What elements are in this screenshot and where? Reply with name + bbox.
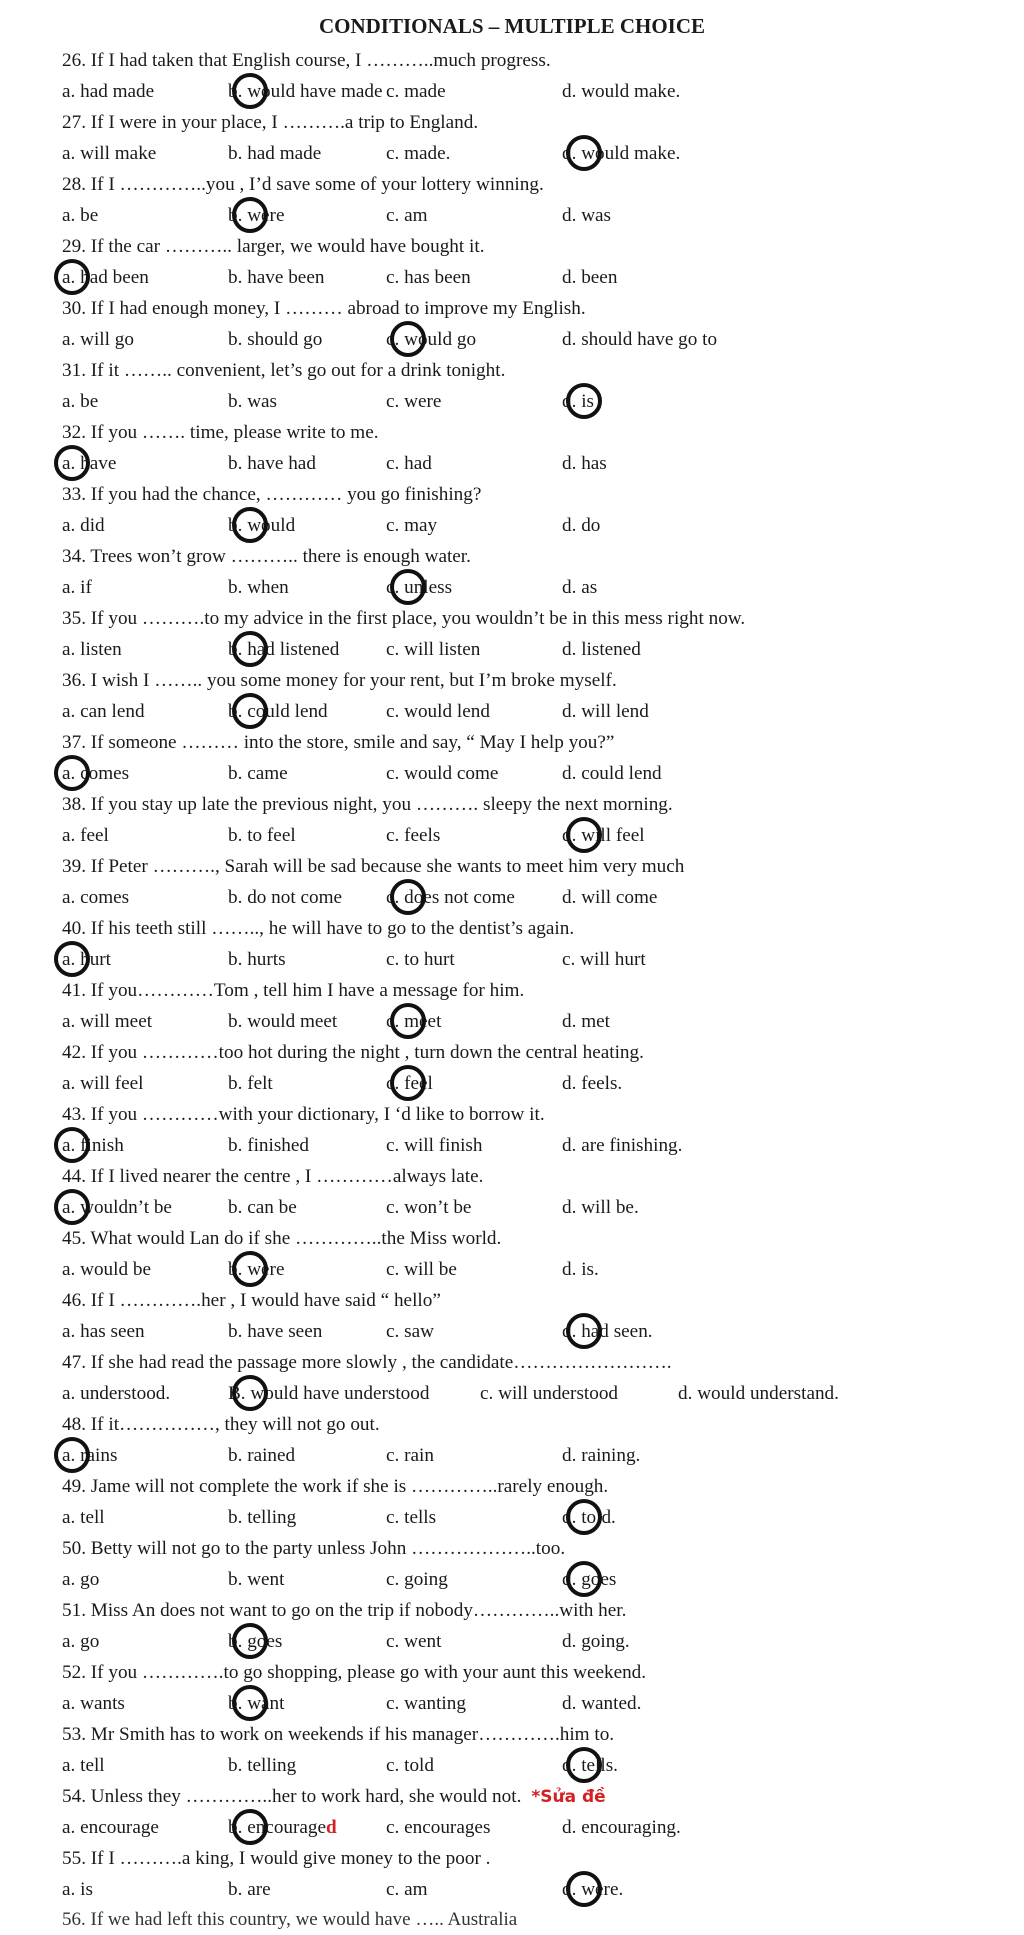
answer-circle-mark [232,693,268,729]
answer-circle-mark [390,321,426,357]
answer-option: d. goes [562,1569,617,1590]
answer-option: c. went [386,1631,442,1652]
answer-option: a. understood. [62,1383,171,1404]
answer-option: c. will understood [480,1383,619,1404]
answer-option: b. would [228,515,296,536]
answer-option: c. meet [386,1011,442,1032]
answer-option: c. does not come [386,887,515,908]
answer-option: b. do not come [228,887,343,908]
answer-option: c. may [386,515,438,536]
answer-option: d. were. [562,1879,624,1900]
answer-option: b. rained [228,1445,296,1466]
answer-option: c. saw [386,1321,434,1342]
answer-circle-mark [390,569,426,605]
question-text: 43. If you …………with your dictionary, I ‘d like to borrow it. [62,1104,545,1125]
answer-option: b. felt [228,1073,273,1094]
answer-option: b. were [228,205,285,226]
answer-option: c. would come [386,763,499,784]
answer-circle-mark [232,631,268,667]
answer-option: c. won’t be [386,1197,472,1218]
answer-option: c. going [386,1569,448,1590]
answer-option: b. would have made [228,81,383,102]
question-text: 31. If it …….. convenient, let’s go out for a drink tonight. [62,360,506,381]
answer-option: c. made [386,81,446,102]
answer-option: a. have [62,453,117,474]
answer-option: c. has been [386,267,471,288]
answer-option: c. am [386,1879,428,1900]
question-text: 45. What would Lan do if she …………..the Miss world. [62,1228,502,1249]
answer-circle-mark [232,73,268,109]
cutoff-line: 56. If we had left this country, we would have ….. Australia [62,1909,518,1930]
answer-option: c. wanting [386,1693,466,1714]
question-text: 28. If I …………..you , I’d save some of your lottery winning. [62,174,544,195]
question-text: 47. If she had read the passage more slowly , the candidate……………………. [62,1352,672,1373]
answer-option: a. go [62,1631,100,1652]
answer-option: b. when [228,577,289,598]
answer-option: a. had been [62,267,149,288]
answer-option: c. made. [386,143,451,164]
question-text: 44. If I lived nearer the centre , I …………always late. [62,1166,484,1187]
answer-option: d. do [562,515,601,536]
answer-option: d. raining. [562,1445,641,1466]
answer-option: a. go [62,1569,100,1590]
answer-option: b. telling [228,1507,297,1528]
answer-option: c. told [386,1755,434,1776]
question-text: 55. If I ……….a king, I would give money to the poor . [62,1848,491,1869]
answer-option: d. was [562,205,612,226]
answer-circle-mark [54,1127,90,1163]
answer-circle-mark [566,1499,602,1535]
question-text: 36. I wish I …….. you some money for your rent, but I’m broke myself. [62,670,617,691]
answer-option: d. as [562,577,598,598]
question-text: 33. If you had the chance, ………… you go finishing? [62,484,482,505]
answer-option: c. rain [386,1445,434,1466]
answer-circle-mark [54,755,90,791]
question-text: 29. If the car ……….. larger, we would have bought it. [62,236,485,257]
answer-option: b. finished [228,1135,310,1156]
answer-option: c. were [386,391,442,412]
answer-option: b. have had [228,453,316,474]
answer-circle-mark [566,1313,602,1349]
answer-option: d. will lend [562,701,649,722]
answer-option: d. are finishing. [562,1135,683,1156]
answer-option: d. should have go to [562,329,718,350]
answer-option: c. unless [386,577,453,598]
answer-option: c. feels [386,825,441,846]
answer-option: b. were [228,1259,285,1280]
question-text: 41. If you…………Tom , tell him I have a message for him. [62,980,525,1001]
answer-option: d. listened [562,639,641,660]
answer-option: b. encouraged [228,1817,337,1838]
answer-option: d. told. [562,1507,616,1528]
answer-option: c. tells [386,1507,437,1528]
answer-option: d. will feel [562,825,645,846]
question-text: 42. If you …………too hot during the night , turn down the central heating. [62,1042,644,1063]
question-text: 54. Unless they …………..her to work hard, she would not. *Sửa đề [62,1786,606,1807]
question-text: 49. Jame will not complete the work if she is …………..rarely enough. [62,1476,609,1497]
answer-option: a. be [62,205,99,226]
answer-option: a. comes [62,887,130,908]
answer-option: a. will go [62,329,134,350]
question-text: 35. If you ……….to my advice in the first place, you wouldn’t be in this mess right now. [62,608,746,629]
answer-option: d. encouraging. [562,1817,681,1838]
answer-option: a. has seen [62,1321,145,1342]
answer-option: b. was [228,391,278,412]
question-text: 27. If I were in your place, I ……….a trip to England. [62,112,479,133]
answer-option: a. will meet [62,1011,153,1032]
question-text: 38. If you stay up late the previous night, you ………. sleepy the next morning. [62,794,673,815]
answer-option: d. would make. [562,81,681,102]
answer-option: d. would understand. [678,1383,839,1404]
answer-option: d. would make. [562,143,681,164]
page-title: CONDITIONALS – MULTIPLE CHOICE [318,14,706,38]
answer-circle-mark [54,1437,90,1473]
question-text: 50. Betty will not go to the party unless John ………………..too. [62,1538,566,1559]
answer-option: a. can lend [62,701,145,722]
answer-circle-mark [390,1003,426,1039]
answer-circle-mark [54,941,90,977]
answer-option: c. will listen [386,639,481,660]
answer-option: a. did [62,515,105,536]
question-text: 53. Mr Smith has to work on weekends if his manager………….him to. [62,1724,615,1745]
answer-option: c. encourages [386,1817,491,1838]
question-text: 32. If you ……. time, please write to me. [62,422,379,443]
answer-option: b. had made [228,143,322,164]
answer-option: c. am [386,205,428,226]
question-text: 26. If I had taken that English course, I ………..much progress. [62,50,551,71]
answer-circle-mark [390,1065,426,1101]
answer-option: d. been [562,267,618,288]
answer-option: a. hurt [62,949,112,970]
question-text: 37. If someone ……… into the store, smile and say, “ May I help you?” [62,732,615,753]
answer-circle-mark [390,879,426,915]
answer-option: c. will finish [386,1135,483,1156]
answer-option: d. feels. [562,1073,623,1094]
answer-option: a. feel [62,825,109,846]
question-text: 40. If his teeth still …….., he will have to go to the dentist’s again. [62,918,575,939]
answer-option: c. would go [386,329,477,350]
answer-option: d. wanted. [562,1693,642,1714]
answer-option: c. will be [386,1259,457,1280]
answer-option: c. to hurt [386,949,455,970]
question-text: 34. Trees won’t grow ……….. there is enough water. [62,546,471,567]
answer-option: d. tells. [562,1755,618,1776]
answer-option: d. going. [562,1631,630,1652]
answer-option: b. can be [228,1197,297,1218]
answer-option: b. telling [228,1755,297,1776]
answer-option: c. would lend [386,701,490,722]
answer-option: a. listen [62,639,122,660]
answer-option: a. will feel [62,1073,144,1094]
answer-option: d. will come [562,887,658,908]
answer-option: d. will be. [562,1197,639,1218]
answer-option: a. wants [62,1693,125,1714]
answer-option: c. feel [386,1073,433,1094]
answer-option: d. could lend [562,763,662,784]
answer-circle-mark [566,383,602,419]
question-text: 39. If Peter ………., Sarah will be sad because she wants to meet him very much [62,856,685,877]
answer-option: a. wouldn’t be [62,1197,172,1218]
answer-option: b. have been [228,267,325,288]
answer-circle-mark [232,1375,268,1411]
answer-option: b. have seen [228,1321,323,1342]
answer-option: c. had [386,453,432,474]
answer-circle-mark [232,1623,268,1659]
answer-option: a. be [62,391,99,412]
answer-option: a. is [62,1879,93,1900]
answer-option: a. finish [62,1135,124,1156]
answer-option: a. would be [62,1259,151,1280]
question-text: 48. If it……………, they will not go out. [62,1414,380,1435]
answer-option: d. met [562,1011,610,1032]
answer-option: a. comes [62,763,130,784]
answer-option: B. would have understood [228,1383,430,1404]
answer-option: c. will hurt [562,949,646,970]
answer-circle-mark [566,817,602,853]
question-text: 30. If I had enough money, I ……… abroad to improve my English. [62,298,586,319]
answer-option: b. goes [228,1631,283,1652]
answer-option: a. if [62,577,92,598]
answer-option: b. to feel [228,825,296,846]
answer-circle-mark [232,1809,268,1845]
answer-option: a. had made [62,81,155,102]
answer-circle-mark [232,1251,268,1287]
answer-option: d. had seen. [562,1321,653,1342]
question-text: 52. If you ………….to go shopping, please go with your aunt this weekend. [62,1662,647,1683]
answer-option: b. are [228,1879,271,1900]
answer-option: b. would meet [228,1011,338,1032]
answer-circle-mark [54,445,90,481]
answer-option: b. had listened [228,639,340,660]
answer-option: a. encourage [62,1817,159,1838]
answer-option: b. came [228,763,288,784]
answer-option: d. has [562,453,607,474]
answer-option: a. rains [62,1445,118,1466]
answer-option: b. want [228,1693,285,1714]
answer-circle-mark [54,1189,90,1225]
answer-option: b. could lend [228,701,328,722]
answer-circle-mark [232,1685,268,1721]
correction-suffix: d [326,1817,337,1838]
question-text: 51. Miss An does not want to go on the trip if nobody…………..with her. [62,1600,627,1621]
answer-option: a. tell [62,1755,105,1776]
answer-option: a. tell [62,1507,105,1528]
answer-option: b. should go [228,329,323,350]
correction-note: *Sửa đề [531,1787,606,1807]
answer-circle-mark [54,259,90,295]
answer-option: d. is. [562,1259,599,1280]
question-text: 46. If I ………….her , I would have said “ hello” [62,1290,441,1311]
answer-circle-mark [566,1747,602,1783]
answer-circle-mark [566,1561,602,1597]
answer-circle-mark [232,197,268,233]
answer-option: b. went [228,1569,285,1590]
answer-circle-mark [232,507,268,543]
answer-option: a. will make [62,143,157,164]
answer-option: d. is [562,391,594,412]
answer-circle-mark [566,135,602,171]
answer-circle-mark [566,1871,602,1907]
answer-option: b. hurts [228,949,286,970]
